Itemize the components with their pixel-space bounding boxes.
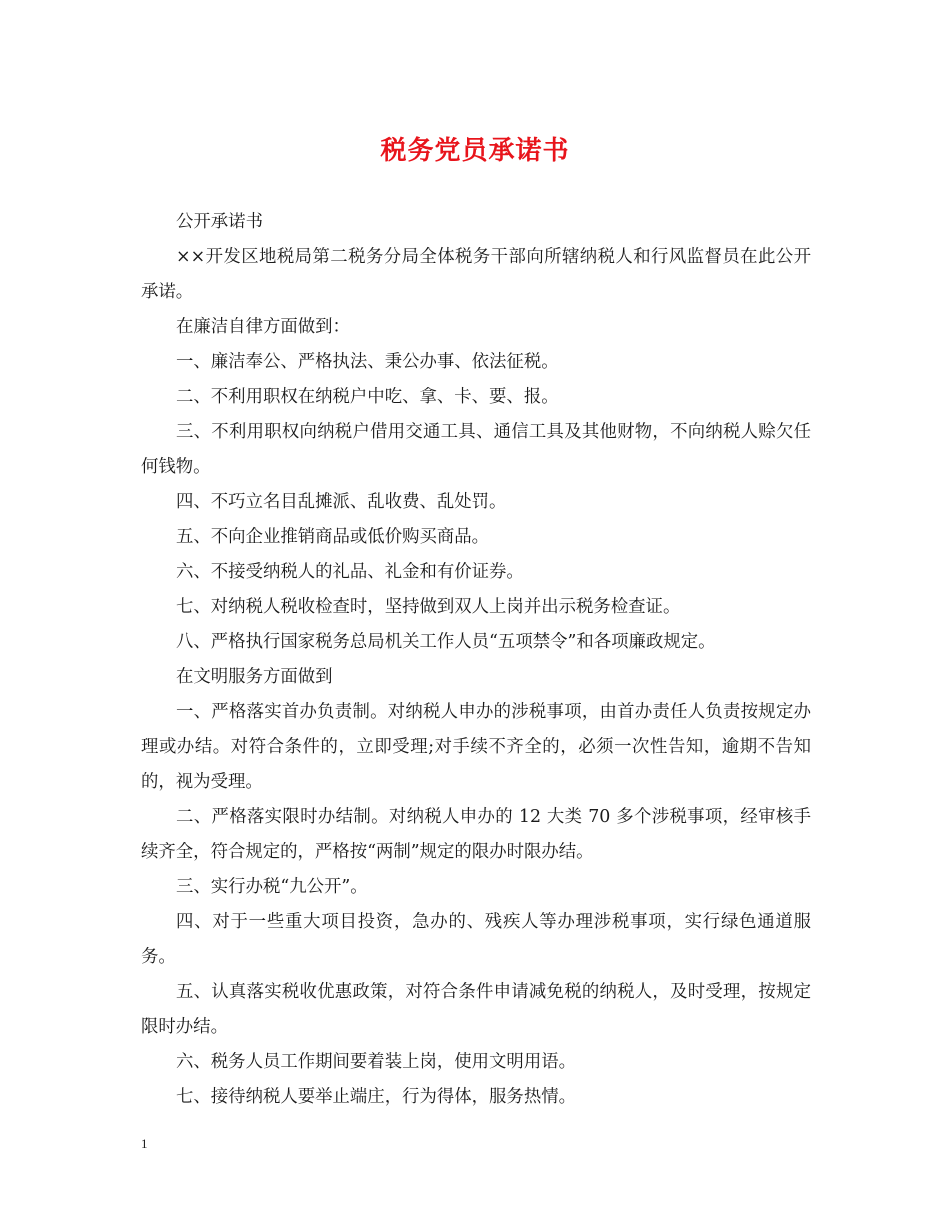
integrity-item-3: 三、不利用职权向纳税户借用交通工具、通信工具及其他财物，不向纳税人赊欠任何钱物。 [141,422,811,477]
integrity-item-2: 二、不利用职权在纳税户中吃、拿、卡、要、报。 [176,387,559,407]
paragraph-heading: 公开承诺书 [176,212,263,232]
service-item-7: 七、接待纳税人要举止端庄，行为得体，服务热情。 [176,1087,576,1107]
section-heading-service: 在文明服务方面做到 [176,667,333,687]
integrity-item-4: 四、不巧立名目乱摊派、乱收费、乱处罚。 [176,492,507,512]
service-item-5: 五、认真落实税收优惠政策，对符合条件申请减免税的纳税人，及时受理，按规定限时办结。 [141,982,811,1037]
service-item-3: 三、实行办税“九公开”。 [176,877,368,897]
service-item-6: 六、税务人员工作期间要着装上岗，使用文明用语。 [176,1052,576,1072]
document-title: 税务党员承诺书 [380,136,570,166]
service-item-2: 二、严格落实限时办结制。对纳税人申办的 12 大类 70 多个涉税事项，经审核手续齐全，符合规定的，严格按“两制”规定的限办时限办结。 [141,807,811,862]
integrity-item-8: 八、严格执行国家税务总局机关工作人员“五项禁令”和各项廉政规定。 [176,632,716,652]
service-item-1: 一、严格落实首办负责制。对纳税人申办的涉税事项，由首办责任人负责按规定办理或办结。对符合条件的，立即受理;对手续不齐全的，必须一次性告知，逾期不告知的，视为受理。 [141,702,811,792]
document-body [141,205,811,1115]
integrity-item-6: 六、不接受纳税人的礼品、礼金和有价证券。 [176,562,524,582]
service-item-4: 四、对于一些重大项目投资，急办的、残疾人等办理涉税事项，实行绿色通道服务。 [141,912,811,967]
integrity-item-5: 五、不向企业推销商品或低价购买商品。 [176,527,490,547]
paragraph-intro: ××开发区地税局第二税务分局全体税务干部向所辖纳税人和行风监督员在此公开承诺。 [141,247,811,302]
section-heading-integrity: 在廉洁自律方面做到： [176,317,350,337]
integrity-item-7: 七、对纳税人税收检查时，坚持做到双人上岗并出示税务检查证。 [176,597,681,617]
page-number: 1 [141,1136,148,1151]
integrity-item-1: 一、廉洁奉公、严格执法、秉公办事、依法征税。 [176,352,559,372]
